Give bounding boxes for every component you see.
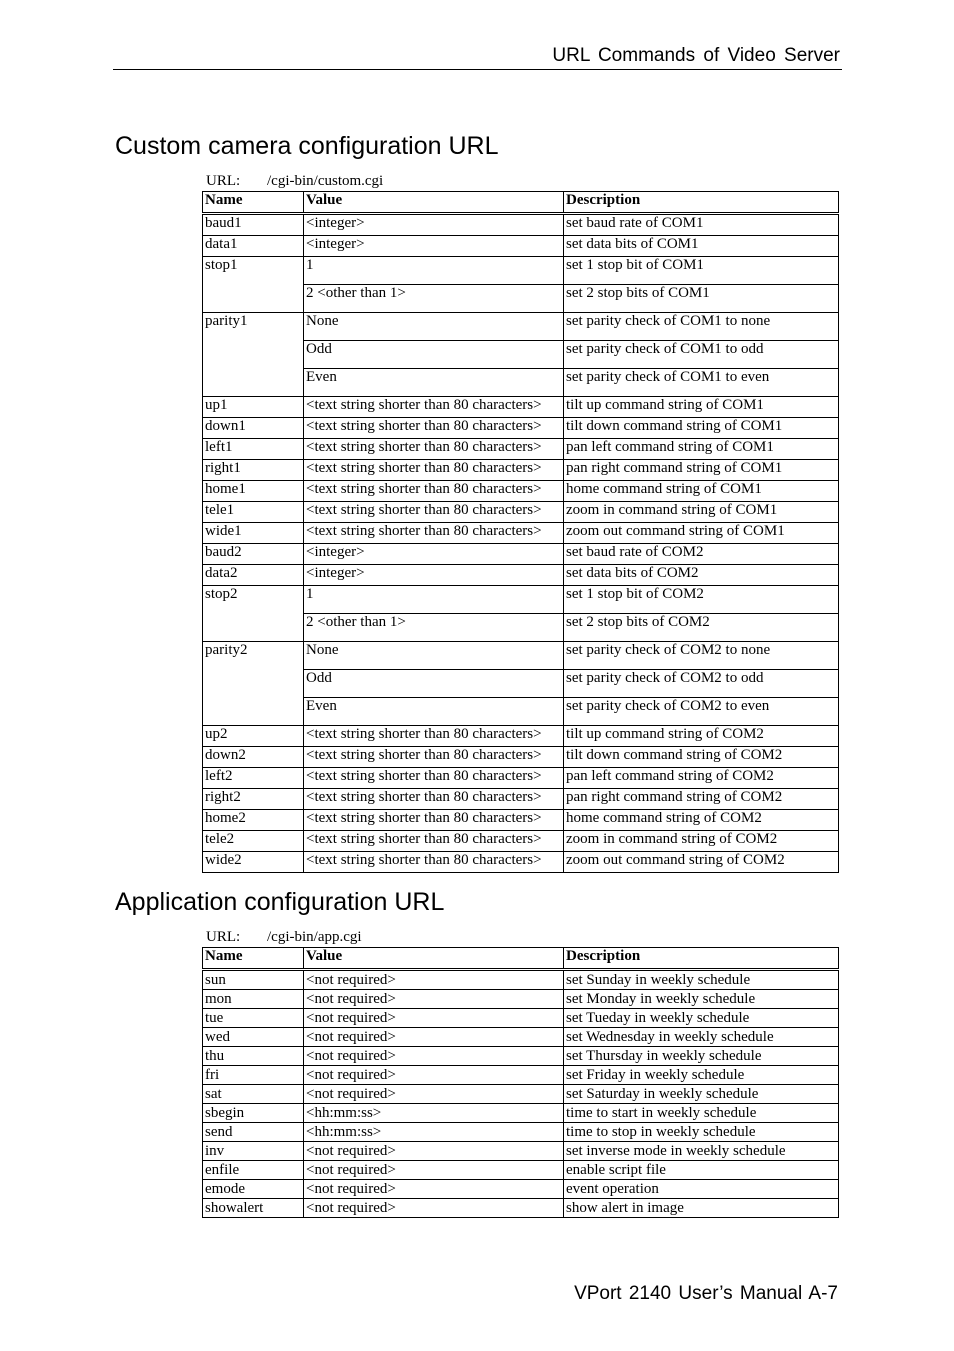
param-name-cell: wide1 [203, 523, 304, 544]
param-description-cell: set data bits of COM1 [564, 236, 839, 257]
param-name-cell: enfile [203, 1161, 304, 1180]
param-name-cell: up2 [203, 726, 304, 747]
param-name-cell [203, 285, 304, 313]
column-header-name: Name [203, 948, 304, 970]
column-header-value: Value [304, 192, 564, 214]
param-value-cell: 1 [304, 257, 564, 285]
param-name-cell: sat [203, 1085, 304, 1104]
param-description-cell: set parity check of COM2 to odd [564, 670, 839, 698]
table-header-row [203, 192, 839, 214]
param-value-cell: <text string shorter than 80 characters> [304, 481, 564, 502]
url-label: URL: [206, 173, 241, 189]
param-value-cell: <not required> [304, 1142, 564, 1161]
table-row [203, 1066, 839, 1085]
param-value-cell: <text string shorter than 80 characters> [304, 789, 564, 810]
param-description-cell: home command string of COM1 [564, 481, 839, 502]
param-name-cell [203, 670, 304, 698]
param-description-cell: set parity check of COM2 to even [564, 698, 839, 726]
param-name-cell: home1 [203, 481, 304, 502]
param-description-cell: zoom out command string of COM2 [564, 852, 839, 873]
table-row [203, 369, 839, 397]
param-name-cell: mon [203, 990, 304, 1009]
page-footer: VPort 2140 User’s Manual A-7 [574, 1283, 838, 1304]
param-name-cell: data1 [203, 236, 304, 257]
param-description-cell: set 1 stop bit of COM2 [564, 586, 839, 614]
param-name-cell: thu [203, 1047, 304, 1066]
table-row [203, 1085, 839, 1104]
param-description-cell: set Tueday in weekly schedule [564, 1009, 839, 1028]
param-name-cell: left2 [203, 768, 304, 789]
param-value-cell: 2 <other than 1> [304, 285, 564, 313]
table-row [203, 313, 839, 341]
running-header: URL Commands of Video Server [552, 45, 840, 66]
header-rule [113, 69, 842, 70]
param-name-cell: tue [203, 1009, 304, 1028]
column-header-description: Description [564, 948, 839, 970]
param-description-cell: set Friday in weekly schedule [564, 1066, 839, 1085]
param-description-cell: time to stop in weekly schedule [564, 1123, 839, 1142]
table-row [203, 789, 839, 810]
column-header-name: Name [203, 192, 304, 214]
table-row [203, 460, 839, 481]
param-value-cell: Odd [304, 341, 564, 369]
table-row [203, 1104, 839, 1123]
table-row [203, 768, 839, 789]
param-value-cell: 2 <other than 1> [304, 614, 564, 642]
param-value-cell: <text string shorter than 80 characters> [304, 439, 564, 460]
param-value-cell: <not required> [304, 1066, 564, 1085]
param-value-cell: <text string shorter than 80 characters> [304, 831, 564, 852]
param-value-cell: <text string shorter than 80 characters> [304, 747, 564, 768]
section-title-custom: Custom camera configuration URL [115, 132, 499, 160]
table-row [203, 544, 839, 565]
param-name-cell: right1 [203, 460, 304, 481]
param-name-cell [203, 614, 304, 642]
table-row [203, 1142, 839, 1161]
param-description-cell: pan left command string of COM2 [564, 768, 839, 789]
param-name-cell: emode [203, 1180, 304, 1199]
param-name-cell: home2 [203, 810, 304, 831]
param-description-cell: set 2 stop bits of COM2 [564, 614, 839, 642]
param-name-cell: baud2 [203, 544, 304, 565]
param-value-cell: <text string shorter than 80 characters> [304, 418, 564, 439]
table-row [203, 418, 839, 439]
param-name-cell: wed [203, 1028, 304, 1047]
param-value-cell: <text string shorter than 80 characters> [304, 768, 564, 789]
param-value-cell: 1 [304, 586, 564, 614]
param-name-cell [203, 369, 304, 397]
param-value-cell: <not required> [304, 1028, 564, 1047]
param-name-cell: parity2 [203, 642, 304, 670]
param-description-cell: pan right command string of COM2 [564, 789, 839, 810]
param-name-cell: baud1 [203, 214, 304, 236]
param-description-cell: set parity check of COM1 to none [564, 313, 839, 341]
param-value-cell: Even [304, 369, 564, 397]
param-name-cell: sbegin [203, 1104, 304, 1123]
table-row [203, 990, 839, 1009]
param-description-cell: tilt down command string of COM1 [564, 418, 839, 439]
param-description-cell: zoom out command string of COM1 [564, 523, 839, 544]
param-description-cell: set 1 stop bit of COM1 [564, 257, 839, 285]
table-row [203, 614, 839, 642]
param-description-cell: set parity check of COM2 to none [564, 642, 839, 670]
table-row [203, 810, 839, 831]
param-description-cell: home command string of COM2 [564, 810, 839, 831]
param-description-cell: set Wednesday in weekly schedule [564, 1028, 839, 1047]
param-value-cell: <integer> [304, 236, 564, 257]
url-path: /cgi-bin/custom.cgi [267, 173, 384, 189]
param-description-cell: set Monday in weekly schedule [564, 990, 839, 1009]
param-value-cell: <not required> [304, 1009, 564, 1028]
param-name-cell [203, 698, 304, 726]
table-row [203, 586, 839, 614]
param-value-cell: Odd [304, 670, 564, 698]
table-row [203, 852, 839, 873]
url-label: URL: [206, 929, 241, 945]
table-row [203, 747, 839, 768]
table-row [203, 642, 839, 670]
param-name-cell: inv [203, 1142, 304, 1161]
param-name-cell: stop2 [203, 586, 304, 614]
param-description-cell: set Saturday in weekly schedule [564, 1085, 839, 1104]
param-value-cell: <not required> [304, 1161, 564, 1180]
table-row [203, 1009, 839, 1028]
param-value-cell: <text string shorter than 80 characters> [304, 852, 564, 873]
param-name-cell: down1 [203, 418, 304, 439]
param-name-cell: right2 [203, 789, 304, 810]
param-description-cell: enable script file [564, 1161, 839, 1180]
param-name-cell: fri [203, 1066, 304, 1085]
table-row [203, 1199, 839, 1218]
param-name-cell: parity1 [203, 313, 304, 341]
param-name-cell: data2 [203, 565, 304, 586]
param-value-cell: Even [304, 698, 564, 726]
param-name-cell: stop1 [203, 257, 304, 285]
param-value-cell: <hh:mm:ss> [304, 1123, 564, 1142]
param-description-cell: set 2 stop bits of COM1 [564, 285, 839, 313]
table-row [203, 670, 839, 698]
table-row [203, 397, 839, 418]
param-value-cell: <not required> [304, 1085, 564, 1104]
param-name-cell: tele2 [203, 831, 304, 852]
param-name-cell: down2 [203, 747, 304, 768]
param-description-cell: tilt down command string of COM2 [564, 747, 839, 768]
param-value-cell: <hh:mm:ss> [304, 1104, 564, 1123]
table-row [203, 285, 839, 313]
param-name-cell: showalert [203, 1199, 304, 1218]
param-description-cell: tilt up command string of COM1 [564, 397, 839, 418]
table-row [203, 481, 839, 502]
param-value-cell: None [304, 313, 564, 341]
param-value-cell: <integer> [304, 565, 564, 586]
param-description-cell: set parity check of COM1 to even [564, 369, 839, 397]
param-value-cell: <not required> [304, 970, 564, 990]
param-description-cell: set baud rate of COM1 [564, 214, 839, 236]
param-value-cell: <text string shorter than 80 characters> [304, 397, 564, 418]
table-row [203, 502, 839, 523]
table-row [203, 1123, 839, 1142]
table-row [203, 1161, 839, 1180]
param-value-cell: <not required> [304, 1047, 564, 1066]
param-description-cell: pan left command string of COM1 [564, 439, 839, 460]
param-description-cell: pan right command string of COM1 [564, 460, 839, 481]
app-config-table [202, 947, 839, 1218]
column-header-description: Description [564, 192, 839, 214]
column-header-value: Value [304, 948, 564, 970]
table-row [203, 1047, 839, 1066]
param-value-cell: <text string shorter than 80 characters> [304, 460, 564, 481]
table-row [203, 565, 839, 586]
table-row [203, 236, 839, 257]
param-value-cell: <integer> [304, 214, 564, 236]
table-row [203, 831, 839, 852]
table-row [203, 439, 839, 460]
param-description-cell: zoom in command string of COM1 [564, 502, 839, 523]
param-description-cell: show alert in image [564, 1199, 839, 1218]
param-value-cell: <text string shorter than 80 characters> [304, 810, 564, 831]
custom-config-table [202, 191, 839, 873]
param-value-cell: <not required> [304, 1180, 564, 1199]
table-row [203, 1028, 839, 1047]
table-row [203, 214, 839, 236]
param-description-cell: set Sunday in weekly schedule [564, 970, 839, 990]
param-name-cell: sun [203, 970, 304, 990]
param-description-cell: tilt up command string of COM2 [564, 726, 839, 747]
param-description-cell: set data bits of COM2 [564, 565, 839, 586]
param-value-cell: <not required> [304, 1199, 564, 1218]
param-description-cell: event operation [564, 1180, 839, 1199]
section-title-app: Application configuration URL [115, 888, 445, 916]
param-value-cell: <text string shorter than 80 characters> [304, 523, 564, 544]
table-row [203, 726, 839, 747]
param-description-cell: set inverse mode in weekly schedule [564, 1142, 839, 1161]
param-value-cell: None [304, 642, 564, 670]
param-value-cell: <not required> [304, 990, 564, 1009]
table-row [203, 970, 839, 990]
table-row [203, 1180, 839, 1199]
param-name-cell: send [203, 1123, 304, 1142]
table-row [203, 523, 839, 544]
table-row [203, 698, 839, 726]
param-description-cell: set Thursday in weekly schedule [564, 1047, 839, 1066]
param-name-cell [203, 341, 304, 369]
param-description-cell: set baud rate of COM2 [564, 544, 839, 565]
param-name-cell: wide2 [203, 852, 304, 873]
url-line-custom [206, 173, 383, 190]
param-description-cell: time to start in weekly schedule [564, 1104, 839, 1123]
param-name-cell: left1 [203, 439, 304, 460]
table-row [203, 341, 839, 369]
param-value-cell: <text string shorter than 80 characters> [304, 726, 564, 747]
table-row [203, 257, 839, 285]
param-description-cell: set parity check of COM1 to odd [564, 341, 839, 369]
param-name-cell: up1 [203, 397, 304, 418]
param-description-cell: zoom in command string of COM2 [564, 831, 839, 852]
param-value-cell: <integer> [304, 544, 564, 565]
param-name-cell: tele1 [203, 502, 304, 523]
table-header-row [203, 948, 839, 970]
url-path: /cgi-bin/app.cgi [267, 929, 362, 945]
param-value-cell: <text string shorter than 80 characters> [304, 502, 564, 523]
url-line-app [206, 929, 362, 946]
